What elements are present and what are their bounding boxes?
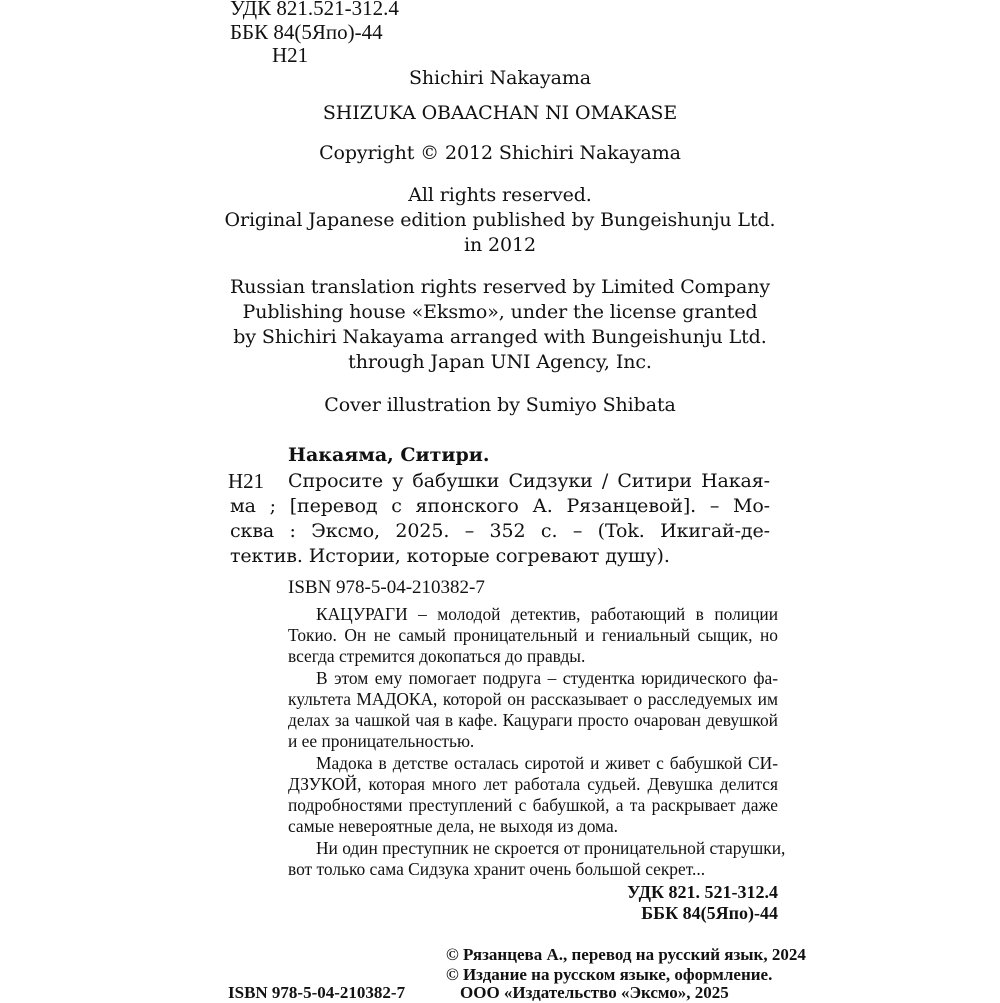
footer-udk: УДК 821. 521-312.4 bbox=[627, 882, 778, 902]
footer-isbn: ISBN 978-5-04-210382-7 bbox=[228, 983, 406, 1002]
annotation-line: самые невероятные дела, не выходя из дома. bbox=[288, 816, 619, 836]
annotation-line: культета МАДОКА, которой он рассказывает о расследуемых им bbox=[288, 689, 778, 709]
translation-line: Russian translation rights reserved by Limited Company bbox=[229, 276, 770, 298]
translation-line: through Japan UNI Agency, Inc. bbox=[348, 351, 652, 373]
annotation-line: подробностями преступлений с бабушкой, а та раскрывает даже bbox=[288, 795, 778, 815]
catalog-description-line: ма ; [перевод с японского А. Рязанцевой]. – Мо- bbox=[230, 495, 770, 517]
catalog-author-heading: Накаяма, Ситири. bbox=[288, 444, 490, 466]
annotation-line: делах за чашкой чая в кафе. Кацураги просто очарован девушкой bbox=[288, 710, 778, 730]
header-code: Н21 bbox=[272, 43, 309, 67]
header-udk: УДК 821.521-312.4 bbox=[230, 0, 399, 20]
catalog-description-line: тектив. Истории, которые согревают душу). bbox=[230, 545, 670, 567]
rights-line: in 2012 bbox=[463, 234, 536, 256]
footer-copyright-line: © Издание на русском языке, оформление. bbox=[446, 965, 773, 984]
original-author: Shichiri Nakayama bbox=[409, 67, 591, 89]
original-title: SHIZUKA OBAACHAN NI OMAKASE bbox=[322, 102, 678, 124]
annotation-line: и ее проницательностью. bbox=[288, 731, 475, 751]
footer-publisher: ООО «Издательство «Эксмо», 2025 bbox=[460, 983, 729, 1002]
rights-line: All rights reserved. bbox=[408, 184, 592, 206]
annotation-line: всегда стремится докопаться до правды. bbox=[288, 646, 586, 666]
rights-line: Original Japanese edition published by Bungeishunju Ltd. bbox=[224, 209, 776, 231]
footer-copyright-line: © Рязанцева А., перевод на русский язык, 2024 bbox=[446, 945, 806, 964]
original-copyright: Copyright © 2012 Shichiri Nakayama bbox=[319, 142, 681, 164]
translation-line: Publishing house «Eksmo», under the license granted bbox=[242, 301, 758, 323]
annotation-line: КАЦУРАГИ – молодой детектив, работающий в полиции bbox=[316, 604, 778, 624]
annotation-line: вот только сама Сидзука хранит очень большой секрет... bbox=[288, 859, 706, 879]
annotation-line: Мадока в детстве осталась сиротой и живет с бабушкой СИ- bbox=[316, 753, 778, 773]
footer-bbk: ББК 84(5Япо)-44 bbox=[641, 903, 778, 923]
cover-credit: Cover illustration by Sumiyo Shibata bbox=[324, 394, 676, 416]
catalog-description-line: Спросите у бабушки Сидзуки / Ситири Накая- bbox=[288, 470, 770, 492]
catalog-description-line: сква : Эксмо, 2025. – 352 с. – (Tok. Икигай-де- bbox=[230, 520, 770, 542]
annotation-line: В этом ему помогает подруга – студентка юридического фа- bbox=[316, 668, 778, 688]
catalog-isbn: ISBN 978-5-04-210382-7 bbox=[288, 577, 485, 598]
catalog-code: Н21 bbox=[228, 469, 265, 493]
header-bbk: ББК 84(5Япо)-44 bbox=[230, 20, 383, 44]
annotation-line: Ни один преступник не скроется от проницательной старушки, bbox=[316, 838, 786, 858]
annotation-line: Токио. Он не самый проницательный и гениальный сыщик, но bbox=[288, 625, 778, 645]
translation-line: by Shichiri Nakayama arranged with Bungeishunju Ltd. bbox=[233, 326, 767, 348]
annotation-line: ДЗУКОЙ, которая много лет работала судьей. Девушка делится bbox=[288, 774, 778, 794]
